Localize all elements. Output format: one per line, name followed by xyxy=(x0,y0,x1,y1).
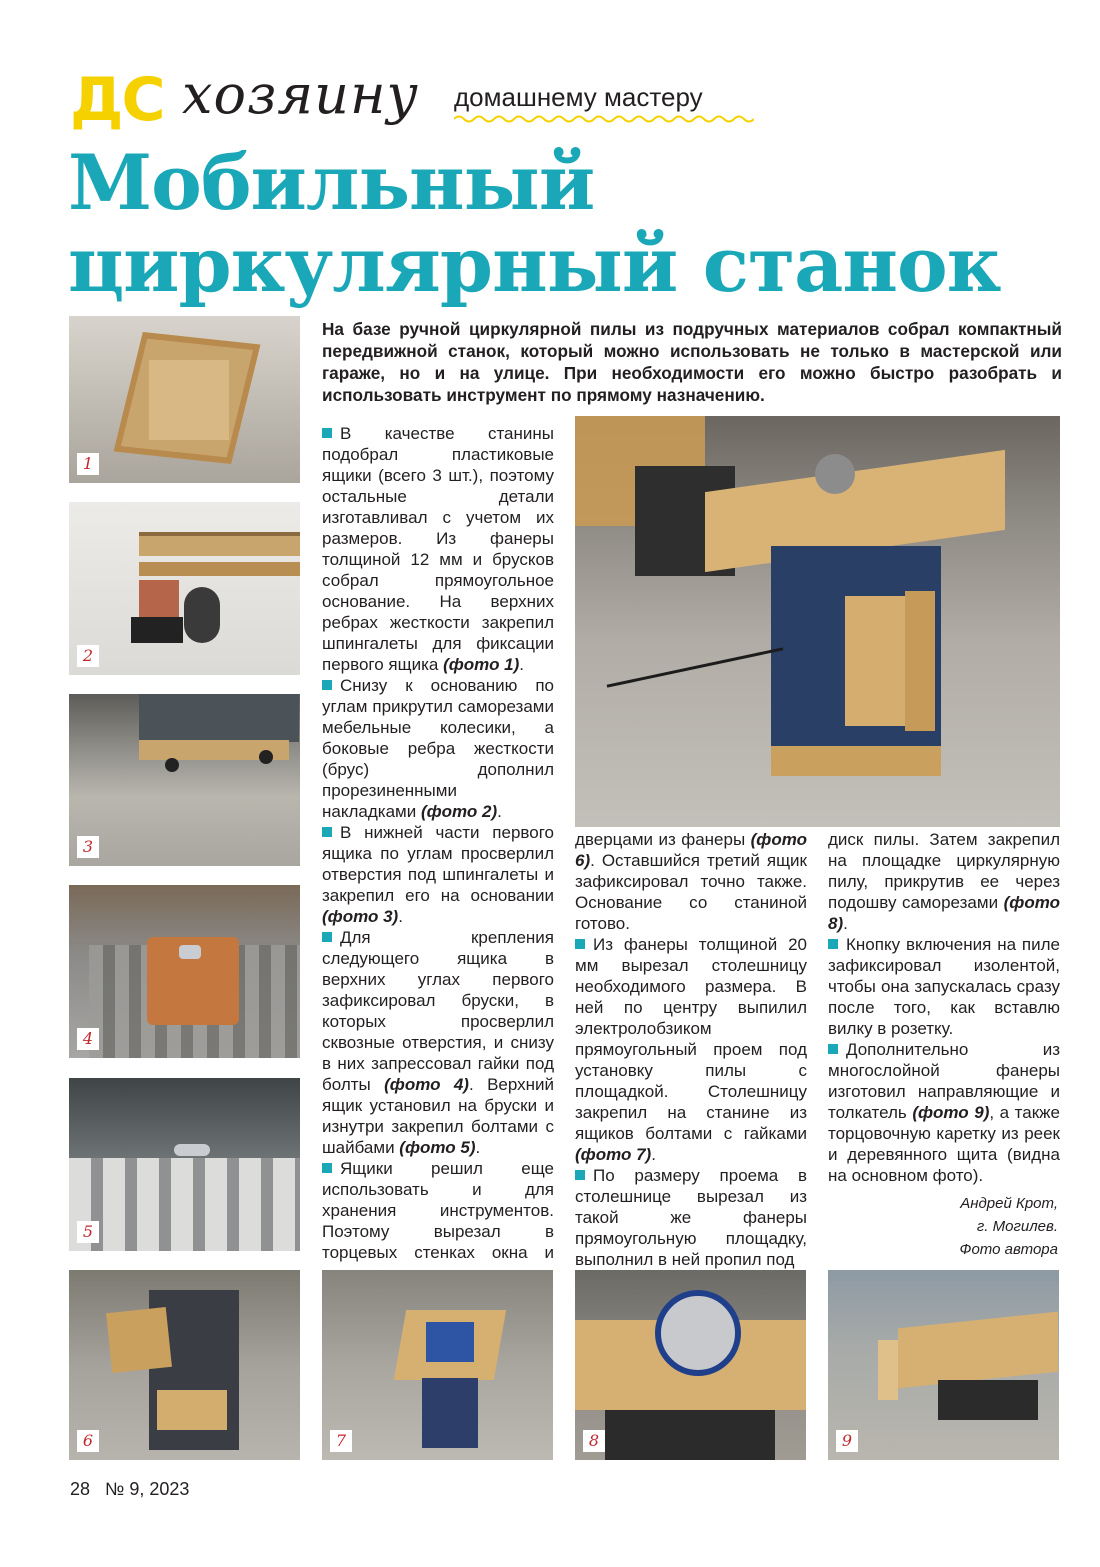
photo-1 xyxy=(69,316,300,483)
photo-9 xyxy=(828,1270,1059,1460)
paragraph-text: Из фанеры толщиной 20 мм вырезал столешницу необходимого размера. В ней по центру выпилил электролобзиком прямоугольный проем под установку пилы с площадкой. Столешницу закрепил на станине из ящиков болтами с гайками xyxy=(575,935,807,1143)
section-subtitle: домашнему мастеру xyxy=(454,82,703,112)
paragraph-text: В нижней части первого ящика по углам просверлил отверстия под шпингалеты и закрепил его на основании xyxy=(322,823,554,905)
section-title: хозяину xyxy=(182,63,419,126)
photo-number: 6 xyxy=(77,1430,99,1452)
paragraph-text: . Верхний ящик установил на бруски и изнутри закрепил болтами с шайбами xyxy=(322,1075,555,1157)
photo-reference: (фото 4) xyxy=(384,1075,469,1094)
photo-2 xyxy=(69,502,300,675)
paragraph-text: . xyxy=(475,1138,481,1157)
photo-reference: (фото 1) xyxy=(443,655,520,674)
magazine-logo: ДС xyxy=(70,65,164,135)
paragraph xyxy=(575,1165,807,1270)
bullet-marker xyxy=(322,680,332,690)
bullet-marker xyxy=(828,939,838,949)
issue-number: № 9, 2023 xyxy=(105,1479,190,1499)
photo-number: 8 xyxy=(583,1430,605,1452)
body-column-2 xyxy=(575,829,807,1270)
bullet-marker xyxy=(322,428,332,438)
paragraph xyxy=(322,822,554,927)
paragraph xyxy=(828,829,1060,934)
bullet-marker xyxy=(575,1170,585,1180)
bullet-marker xyxy=(322,827,332,837)
paragraph-text: Дополнительно из многослойной фанеры изготовил направляющие и толкатель xyxy=(828,1040,1060,1122)
paragraph-text: Для крепления следующего ящика в верхних углах первого зафиксировал бруски, в которых просверлил сквозные отверстия, и снизу в них запрессовал гайки под болты xyxy=(322,928,554,1094)
paragraph-text: . xyxy=(651,1145,656,1164)
photo-4 xyxy=(69,885,300,1058)
bullet-marker xyxy=(828,1044,838,1054)
photo-reference: (фото 9) xyxy=(912,1103,990,1122)
photo-number: 5 xyxy=(77,1221,99,1243)
author-city: г. Могилев. xyxy=(976,1218,1058,1235)
paragraph xyxy=(322,675,554,822)
photo-5 xyxy=(69,1078,300,1251)
paragraph-text: . xyxy=(398,907,403,926)
main-photo xyxy=(575,416,1060,827)
photo-number: 7 xyxy=(330,1430,352,1452)
paragraph xyxy=(575,934,807,1165)
body-column-3 xyxy=(828,829,1060,1186)
photo-number: 1 xyxy=(77,453,99,475)
photo-number: 2 xyxy=(77,645,99,667)
paragraph-text: . xyxy=(843,914,848,933)
author-name: Андрей Крот, xyxy=(960,1195,1058,1212)
paragraph xyxy=(575,829,807,934)
photo-reference: (фото 3) xyxy=(322,907,399,926)
photo-8 xyxy=(575,1270,806,1460)
page-number: 28 xyxy=(70,1479,91,1499)
paragraph-text: . Оставшийся третий ящик зафиксировал точно также. Основание со станиной готово. xyxy=(575,851,807,933)
paragraph xyxy=(322,1158,554,1284)
article-credit xyxy=(828,1192,1058,1261)
photo-reference: (фото 7) xyxy=(575,1145,652,1164)
bullet-marker xyxy=(322,932,332,942)
page-footer xyxy=(70,1479,189,1500)
photo-3 xyxy=(69,694,300,866)
paragraph-text: , а также торцовочную каретку из реек и деревянного щита (видна на основном фото). xyxy=(828,1103,1060,1185)
headline-line-1: Мобильный xyxy=(68,138,595,227)
photo-reference: (фото 5) xyxy=(399,1138,476,1157)
article-headline xyxy=(68,138,1028,309)
section-header xyxy=(70,64,770,134)
paragraph-text: диск пилы. Затем закрепил на площадке циркулярную пилу, прикрутив ее через подошву саморезами xyxy=(828,830,1060,912)
headline-line-2: циркулярный станок xyxy=(68,220,1001,309)
paragraph xyxy=(322,927,554,1158)
photo-reference: (фото 6) xyxy=(575,830,807,870)
paragraph-text: дверцами из фанеры xyxy=(575,830,751,849)
photo-credit: Фото автора xyxy=(959,1241,1058,1258)
paragraph-text: В качестве станины подобрал пластиковые ящики (всего 3 шт.), поэтому остальные детали изготавливал с учетом их размеров. Из фанеры толщиной 12 мм и брусков собрал прямоугольное основание. На верхних ребрах жесткости закрепил шпингалеты для фиксации первого ящика xyxy=(322,424,554,674)
paragraph-text: . xyxy=(519,655,525,674)
photo-reference: (фото 8) xyxy=(828,893,1060,933)
paragraph xyxy=(322,423,554,675)
paragraph-text: Кнопку включения на пиле зафиксировал изолентой, чтобы она запускалась сразу после того, как вставлю вилку в розетку. xyxy=(828,935,1060,1038)
photo-reference: (фото 2) xyxy=(420,802,498,821)
wavy-underline-decoration xyxy=(454,114,754,124)
paragraph-text: . xyxy=(497,802,502,821)
photo-7 xyxy=(322,1270,553,1460)
body-column-1 xyxy=(322,423,554,1284)
article-lead: На базе ручной циркулярной пилы из подручных материалов собрал компактный передвижной станок, который можно использовать не только в мастерской или гараже, но и на улице. При необходимости его можно быстро разобрать и использовать инструмент по прямому назначению. xyxy=(322,319,1062,405)
paragraph-text: Снизу к основанию по углам прикрутил саморезами мебельные колесики, а боковые ребра жесткости (брус) дополнил прорезиненными накладками xyxy=(322,676,554,821)
photo-number: 3 xyxy=(77,836,99,858)
bullet-marker xyxy=(575,939,585,949)
paragraph-text: Ящики решил еще использовать и для хранения инструментов. Поэтому вырезал в торцевых стенках окна и xyxy=(322,1159,554,1262)
photo-6 xyxy=(69,1270,300,1460)
paragraph-text: По размеру проема в столешнице вырезал из такой же фанеры прямоугольную площадку, выполнил в ней пропил под xyxy=(575,1166,807,1269)
bullet-marker xyxy=(322,1163,332,1173)
paragraph xyxy=(828,934,1060,1039)
paragraph xyxy=(828,1039,1060,1186)
photo-number: 4 xyxy=(77,1028,99,1050)
photo-number: 9 xyxy=(836,1430,858,1452)
